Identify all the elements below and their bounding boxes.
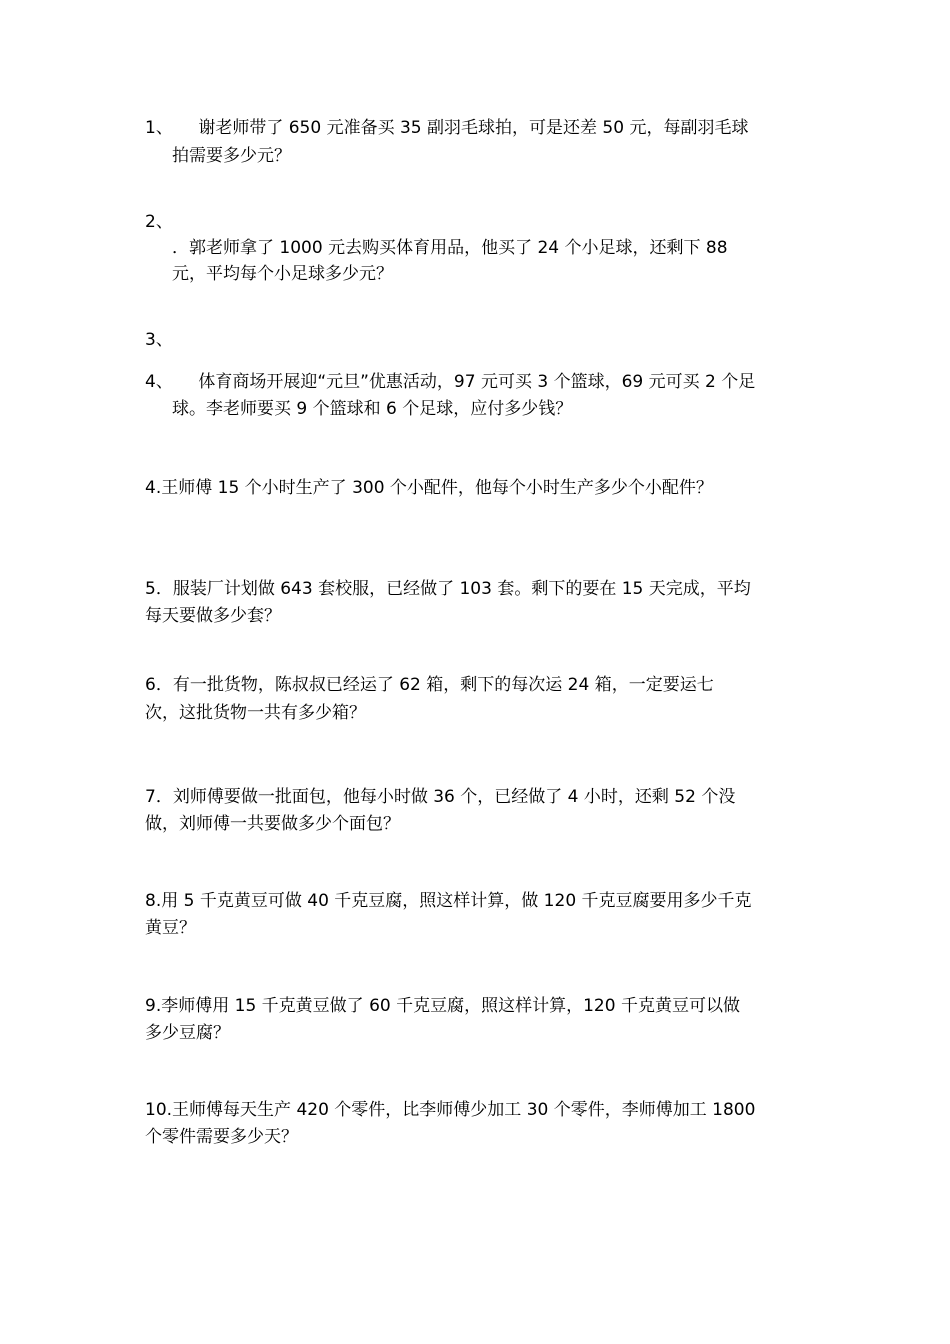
problem-5-line-1: 5．服装厂计划做 643 套校服，已经做了 103 套。剩下的要在 15 天完成，平均 — [145, 579, 751, 599]
problem-2-number: 2、 — [145, 212, 173, 232]
problem-6-line-1: 6．有一批货物，陈叔叔已经运了 62 箱，剩下的每次运 24 箱，一定要运七 — [145, 675, 714, 695]
problem-1-line-2: 拍需要多少元？ — [172, 146, 291, 166]
problem-2-line-1: ．郭老师拿了 1000 元去购买体育用品，他买了 24 个小足球，还剩下 88 — [172, 238, 728, 258]
problem-4-line-2: 球。李老师要买 9 个篮球和 6 个足球，应付多少钱？ — [172, 399, 573, 419]
problem-4b-line-1: 4.王师傅 15 个小时生产了 300 个小配件，他每个小时生产多少个小配件？ — [145, 478, 713, 498]
problem-5-line-2: 每天要做多少套？ — [145, 606, 281, 626]
problem-8-line-1: 8.用 5 千克黄豆可做 40 千克豆腐，照这样计算，做 120 千克豆腐要用多少千克 — [145, 891, 752, 911]
problem-9-line-1: 9.李师傅用 15 千克黄豆做了 60 千克豆腐，照这样计算，120 千克黄豆可以做 — [145, 996, 740, 1016]
problem-7-line-1: 7．刘师傅要做一批面包，他每小时做 36 个，已经做了 4 小时，还剩 52 个没 — [145, 787, 736, 807]
problem-1-line-1: 1、 谢老师带了 650 元准备买 35 副羽毛球拍，可是还差 50 元，每副羽毛球 — [145, 118, 749, 138]
problem-10-line-2: 个零件需要多少天？ — [145, 1127, 298, 1147]
problem-6-line-2: 次，这批货物一共有多少箱？ — [145, 703, 366, 723]
problem-9-line-2: 多少豆腐？ — [145, 1023, 230, 1043]
problem-4-line-1: 4、 体育商场开展迎“元旦”优惠活动，97 元可买 3 个篮球，69 元可买 2 个足 — [145, 372, 756, 392]
problem-10-line-1: 10.王师傅每天生产 420 个零件，比李师傅少加工 30 个零件，李师傅加工 1800 — [145, 1100, 756, 1120]
problem-7-line-2: 做，刘师傅一共要做多少个面包？ — [145, 814, 400, 834]
problem-2-line-2: 元，平均每个小足球多少元？ — [172, 264, 393, 284]
problem-8-line-2: 黄豆？ — [145, 918, 196, 938]
problem-3-number: 3、 — [145, 330, 173, 350]
